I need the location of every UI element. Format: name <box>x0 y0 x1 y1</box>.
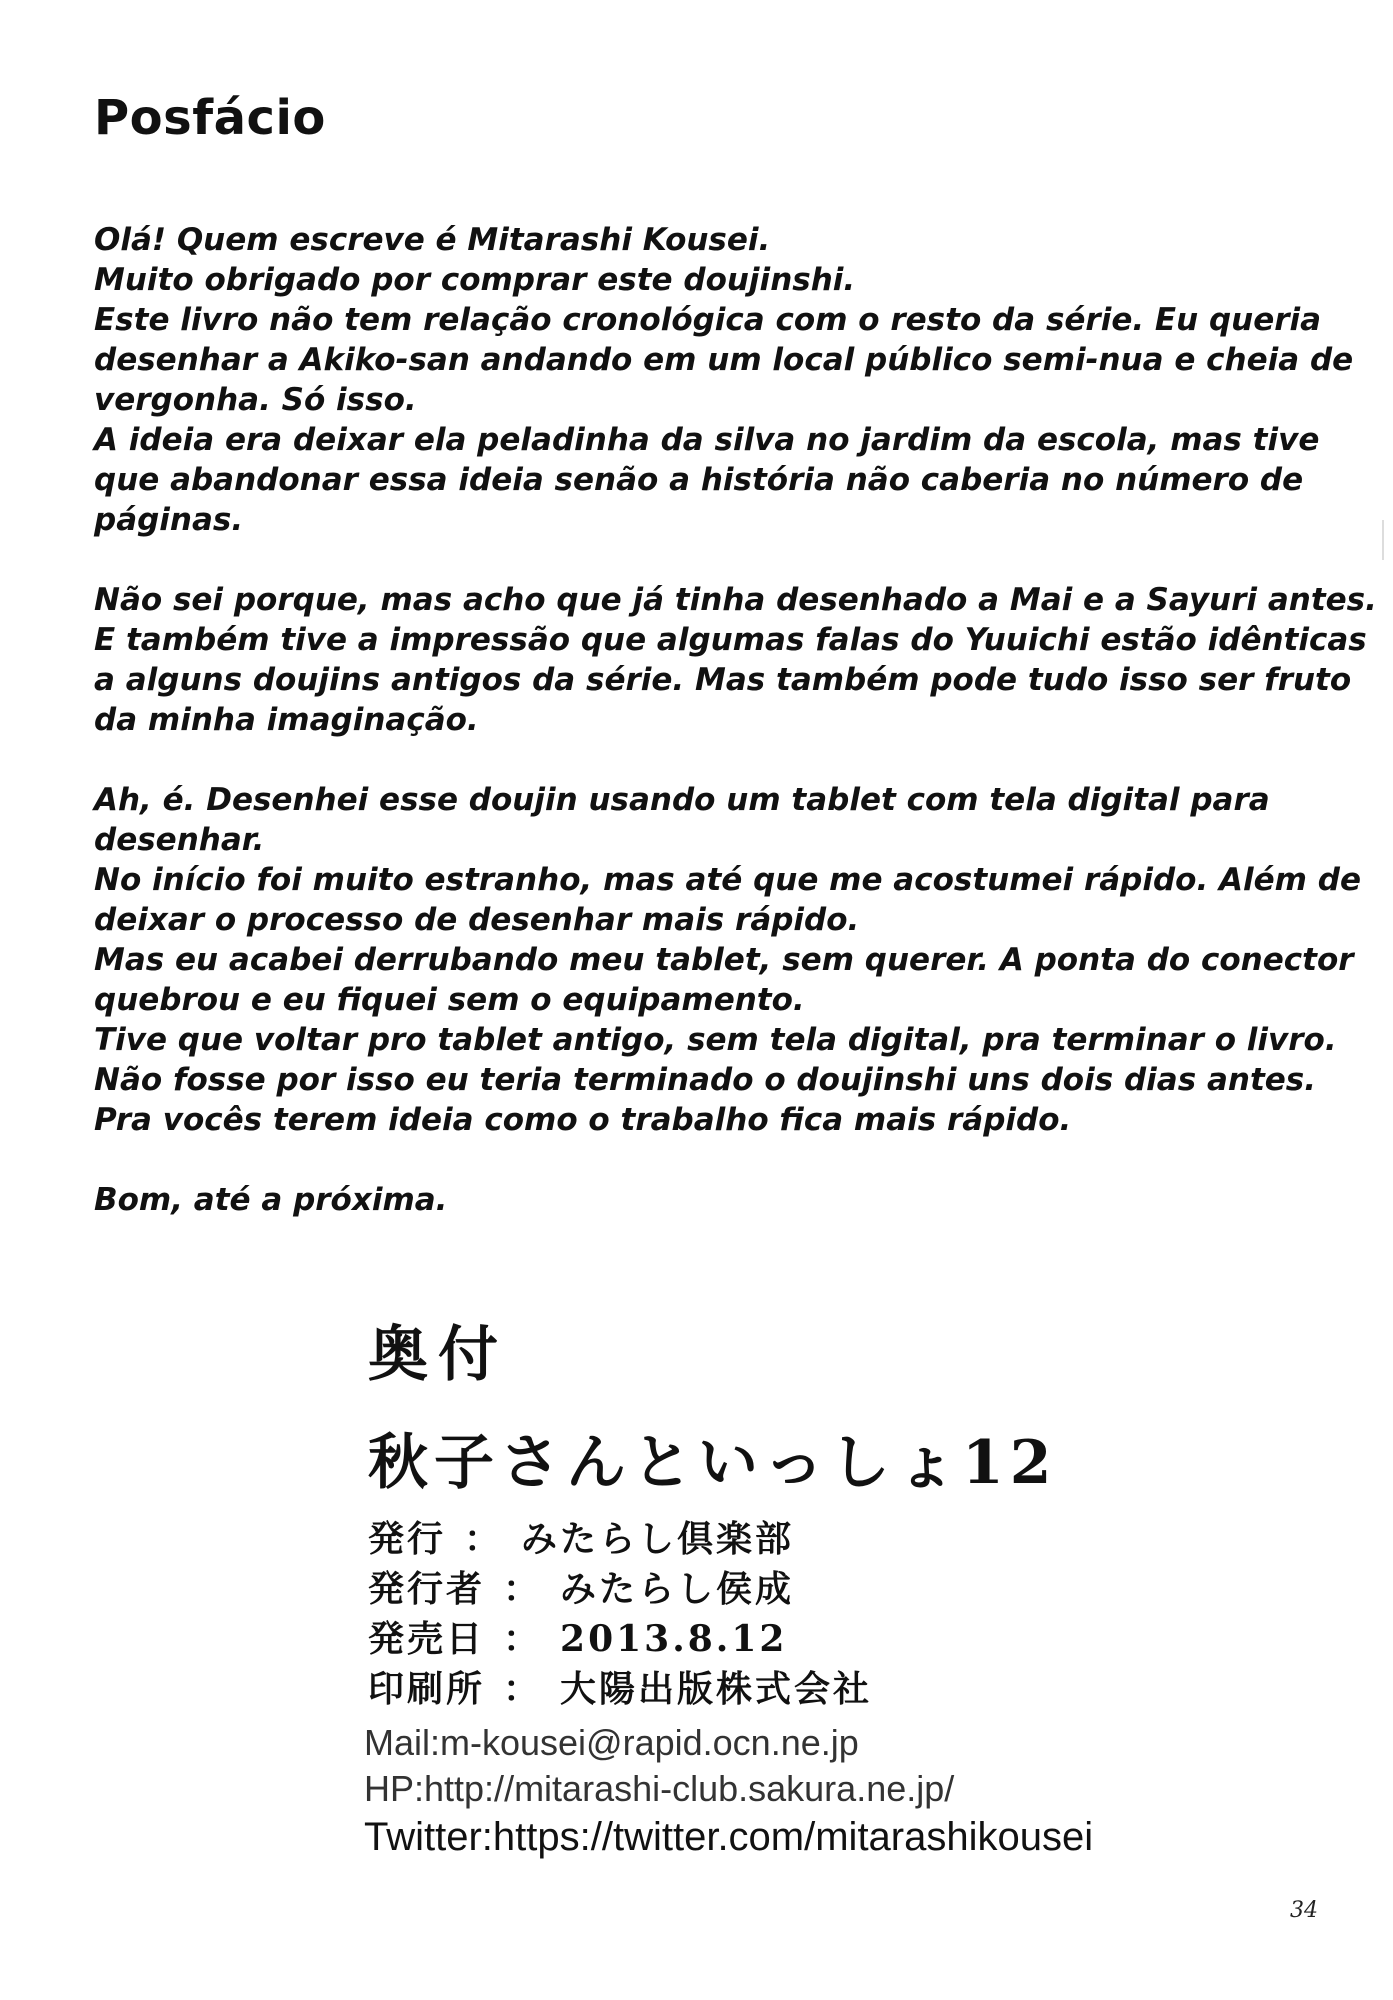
contact-homepage: HP:http://mitarashi-club.sakura.ne.jp/ <box>364 1768 955 1809</box>
text-line: Bom, até a próxima. <box>94 1182 448 1218</box>
colophon-separator: ： <box>503 1618 543 1660</box>
text-line: deixar o processo de desenhar mais rápido. <box>94 902 860 938</box>
text-line: E também tive a impressão que algumas falas do Yuuichi estão idênticas <box>94 622 1367 658</box>
text-line: Olá! Quem escreve é Mitarashi Kousei. <box>94 222 771 258</box>
colophon-row-issuer <box>368 1564 1058 1614</box>
colophon-separator: ： <box>503 1568 543 1610</box>
book-title: 秋子さんといっしょ12 <box>368 1428 1058 1498</box>
text-line: Ah, é. Desenhei esse doujin usando um tablet com tela digital para <box>94 782 1270 818</box>
colophon-label: 発行者 <box>368 1568 486 1610</box>
colophon-separator: ： <box>464 1518 504 1560</box>
text-line: quebrou e eu fiquei sem o equipamento. <box>94 982 805 1018</box>
text-line: No início foi muito estranho, mas até que me acostumei rápido. Além de <box>94 862 1361 898</box>
colophon-heading: 奥付 <box>368 1320 508 1390</box>
text-line: Este livro não tem relação cronológica com o resto da série. Eu queria <box>94 302 1322 338</box>
text-line: Pra vocês terem ideia como o trabalho fica mais rápido. <box>94 1102 1072 1138</box>
contact-mail: Mail:m-kousei@rapid.ocn.ne.jp <box>364 1722 859 1763</box>
colophon-label: 印刷所 <box>368 1668 486 1710</box>
colophon-label: 発行 <box>368 1518 447 1560</box>
text-line: a alguns doujins antigos da série. Mas também pode tudo isso ser fruto <box>94 662 1352 698</box>
text-line: que abandonar essa ideia senão a história não caberia no número de <box>94 462 1304 498</box>
scan-edge-mark <box>1382 520 1384 560</box>
colophon-label: 発売日 <box>368 1618 486 1660</box>
text-line: vergonha. Só isso. <box>94 382 417 418</box>
colophon-row-printer <box>368 1664 1058 1714</box>
colophon-value: みたらし倶楽部 <box>521 1518 795 1560</box>
text-line: da minha imaginação. <box>94 702 479 738</box>
afterword-body <box>94 220 1377 1260</box>
text-line: Mas eu acabei derrubando meu tablet, sem querer. A ponta do conector <box>94 942 1354 978</box>
colophon <box>368 1318 1058 1714</box>
text-line: desenhar a Akiko-san andando em um local público semi-nua e cheia de <box>94 342 1354 378</box>
page-number: 34 <box>1290 1898 1318 1923</box>
paragraph-1 <box>94 220 1354 540</box>
text-line: Tive que voltar pro tablet antigo, sem tela digital, pra terminar o livro. <box>94 1022 1337 1058</box>
text-line: Não fosse por isso eu teria terminado o doujinshi uns dois dias antes. <box>94 1062 1317 1098</box>
colophon-row-publisher <box>368 1514 1058 1564</box>
contact-twitter: Twitter:https://twitter.com/mitarashikousei <box>364 1815 1094 1859</box>
paragraph-2 <box>94 580 1377 740</box>
colophon-value: 2013.8.12 <box>560 1618 788 1660</box>
text-line: A ideia era deixar ela peladinha da silva no jardim da escola, mas tive <box>94 422 1320 458</box>
text-line: Muito obrigado por comprar este doujinshi. <box>94 262 856 298</box>
colophon-value: 大陽出版株式会社 <box>560 1668 873 1710</box>
page-title: Posfácio <box>94 90 326 146</box>
text-line: desenhar. <box>94 822 265 858</box>
colophon-row-release-date <box>368 1614 1058 1664</box>
text-line: páginas. <box>94 502 244 538</box>
contact-info <box>364 1720 1093 1862</box>
colophon-value: みたらし侯成 <box>560 1568 795 1610</box>
paragraph-4 <box>94 1180 1354 1220</box>
paragraph-3 <box>94 780 1361 1140</box>
colophon-separator: ： <box>503 1668 543 1710</box>
text-line: Não sei porque, mas acho que já tinha desenhado a Mai e a Sayuri antes. <box>94 582 1377 618</box>
